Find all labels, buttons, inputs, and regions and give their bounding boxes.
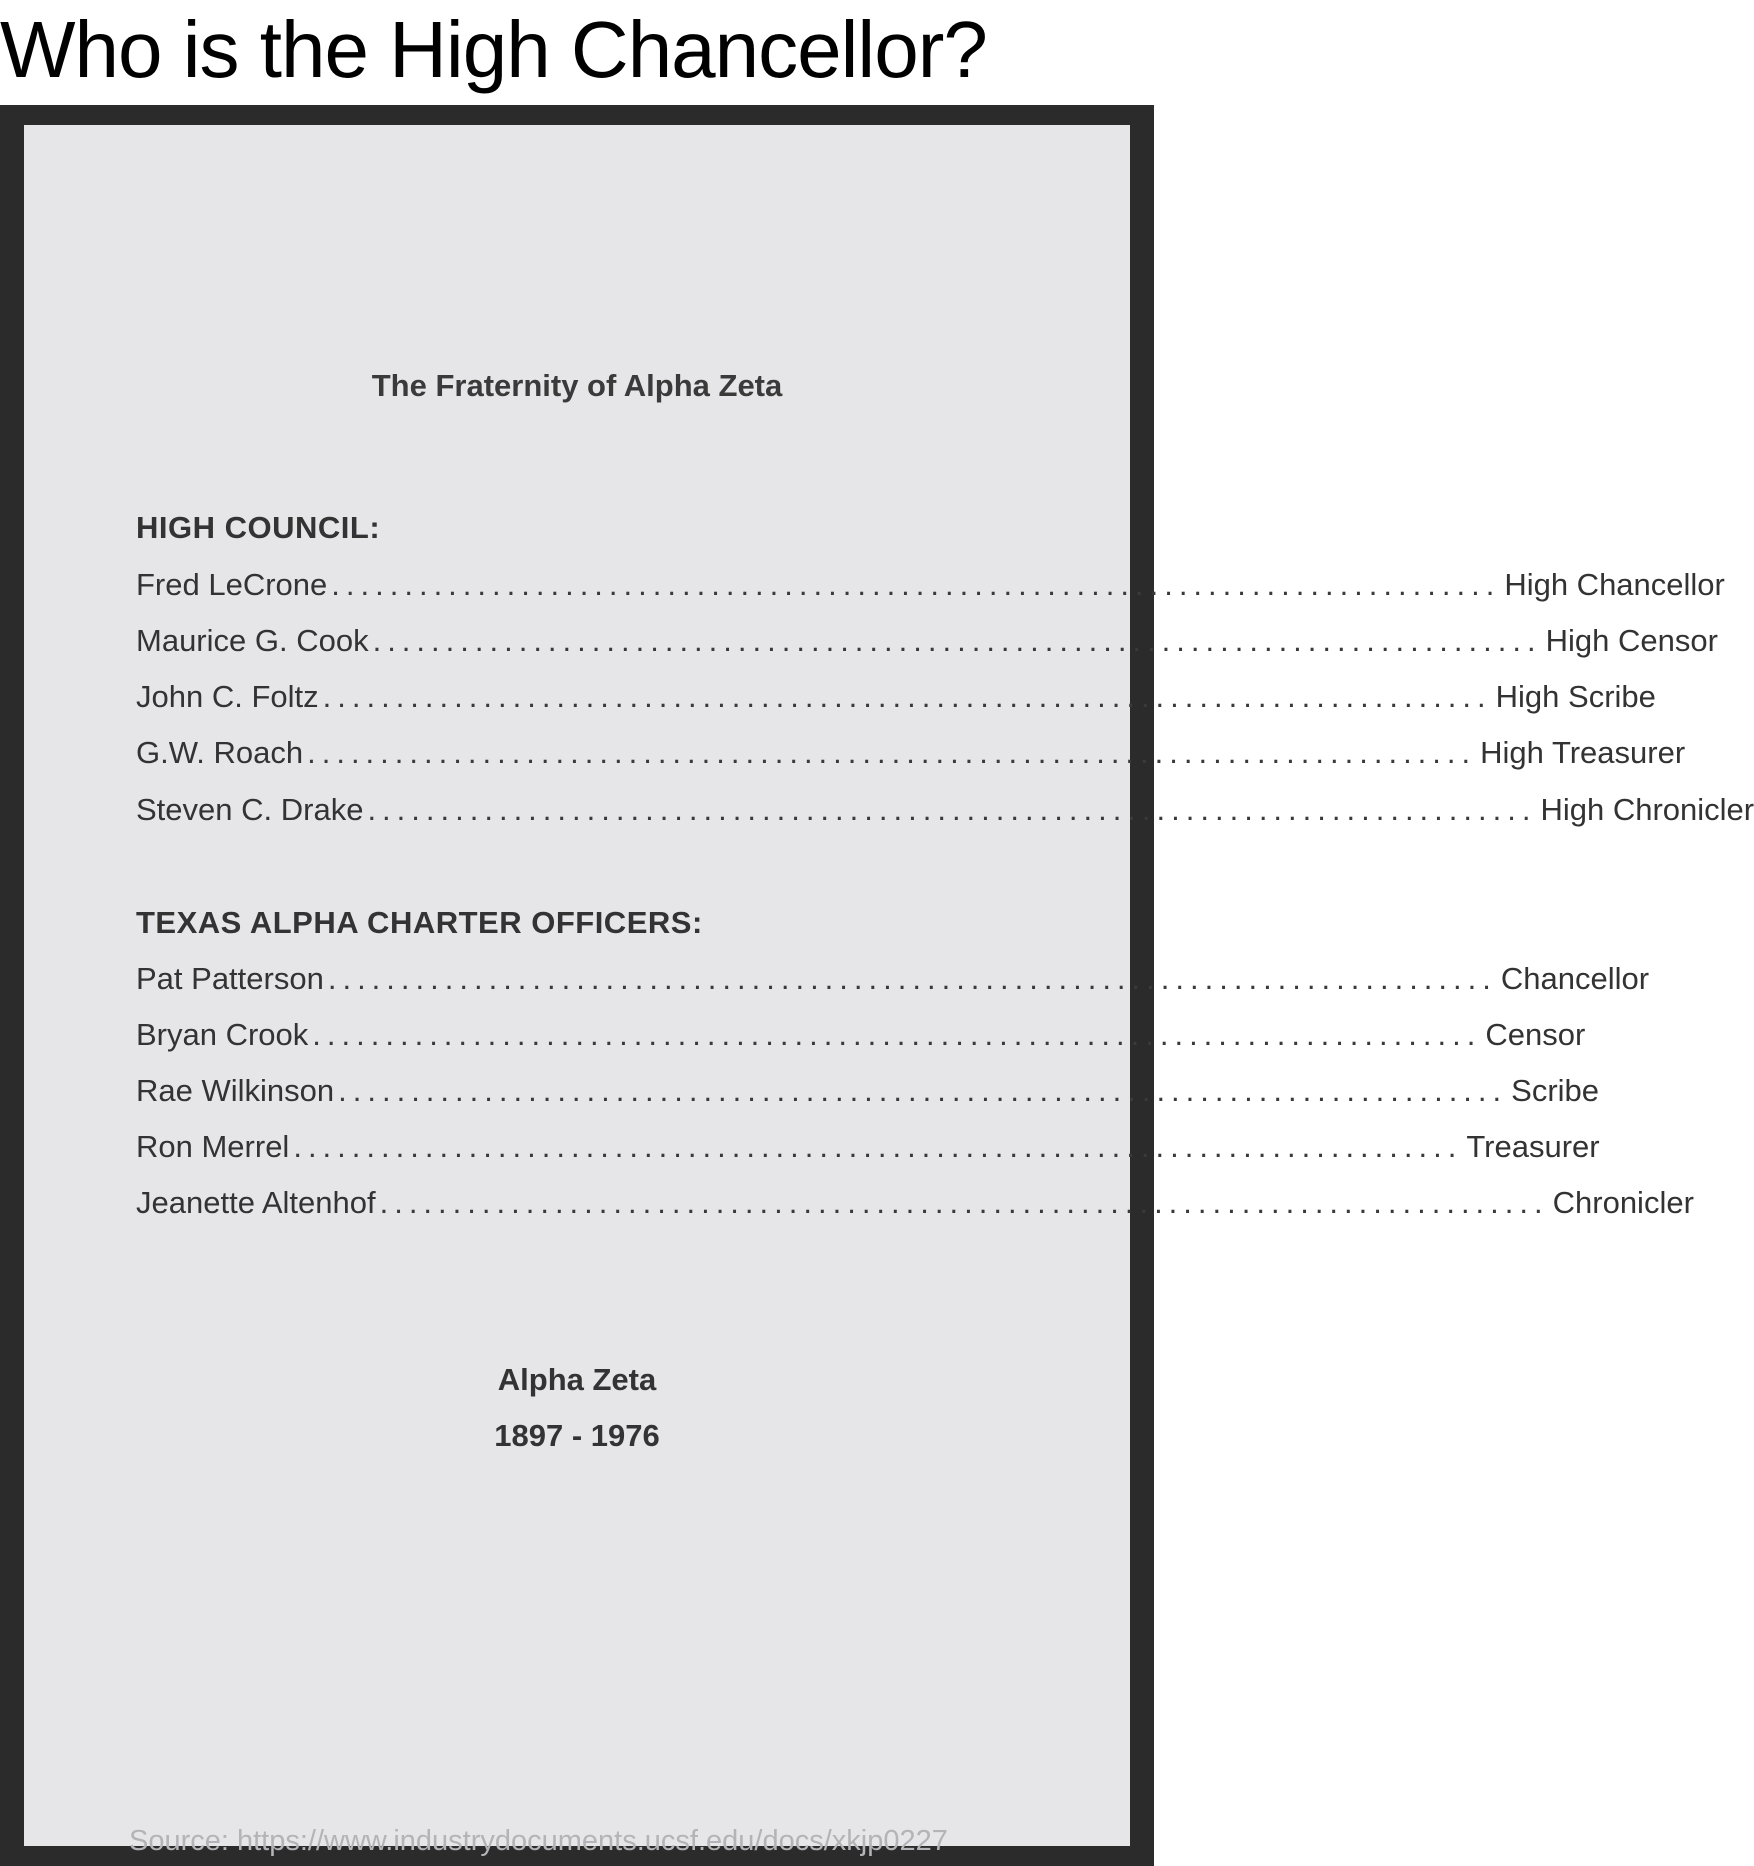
member-title: Scribe xyxy=(1511,1073,1600,1108)
member-name: Fred LeCrone xyxy=(136,567,328,602)
dot-leader: ................................................................................ xyxy=(379,1185,1549,1220)
document-title: The Fraternity of Alpha Zeta xyxy=(371,368,783,403)
member-title: High Treasurer xyxy=(1480,735,1686,770)
member-title: Chronicler xyxy=(1552,1185,1694,1220)
list-item xyxy=(136,567,1725,607)
member-name: Ron Merrel xyxy=(136,1129,290,1164)
list-item xyxy=(136,961,1650,1001)
member-name: Pat Patterson xyxy=(136,961,324,996)
high-council-heading: HIGH COUNCIL: xyxy=(136,510,381,545)
scanned-document-frame xyxy=(0,105,1754,1866)
member-name: G.W. Roach xyxy=(136,735,304,770)
dot-leader: ................................................................................ xyxy=(331,567,1501,602)
list-item xyxy=(136,735,1686,775)
member-name: Maurice G. Cook xyxy=(136,623,369,658)
list-item xyxy=(136,679,1656,719)
dot-leader: ................................................................................ xyxy=(367,792,1537,827)
dot-leader: ................................................................................ xyxy=(327,961,1497,996)
member-title: Censor xyxy=(1485,1017,1586,1052)
dot-leader: ................................................................................ xyxy=(293,1129,1463,1164)
list-item xyxy=(136,1073,1600,1113)
member-name: John C. Foltz xyxy=(136,679,319,714)
list-item xyxy=(136,1129,1600,1169)
member-name: Bryan Crook xyxy=(136,1017,309,1052)
member-title: High Chronicler xyxy=(1540,792,1754,827)
document-page xyxy=(24,125,1754,1857)
footer-years: 1897 - 1976 xyxy=(494,1418,660,1453)
question-text: Who is the High Chancellor? xyxy=(0,5,987,94)
member-title: High Chancellor xyxy=(1504,567,1725,602)
list-item xyxy=(136,1185,1694,1225)
charter-officers-heading: TEXAS ALPHA CHARTER OFFICERS: xyxy=(136,905,703,940)
dot-leader: ................................................................................ xyxy=(338,1073,1508,1108)
dot-leader: ................................................................................ xyxy=(372,623,1542,658)
footer-org: Alpha Zeta xyxy=(497,1362,657,1397)
list-item xyxy=(136,623,1718,663)
list-item xyxy=(136,792,1754,832)
member-title: High Censor xyxy=(1545,623,1718,658)
source-caption: Source: https://www.industrydocuments.ucsf.edu/docs/xkjp0227 xyxy=(129,1825,948,1857)
member-title: Treasurer xyxy=(1466,1129,1600,1164)
dot-leader: ................................................................................ xyxy=(312,1017,1482,1052)
member-name: Steven C. Drake xyxy=(136,792,364,827)
dot-leader: ................................................................................ xyxy=(307,735,1477,770)
member-name: Rae Wilkinson xyxy=(136,1073,335,1108)
member-title: High Scribe xyxy=(1495,679,1656,714)
list-item xyxy=(136,1017,1586,1057)
member-name: Jeanette Altenhof xyxy=(136,1185,376,1220)
member-title: Chancellor xyxy=(1500,961,1650,996)
dot-leader: ................................................................................ xyxy=(322,679,1492,714)
